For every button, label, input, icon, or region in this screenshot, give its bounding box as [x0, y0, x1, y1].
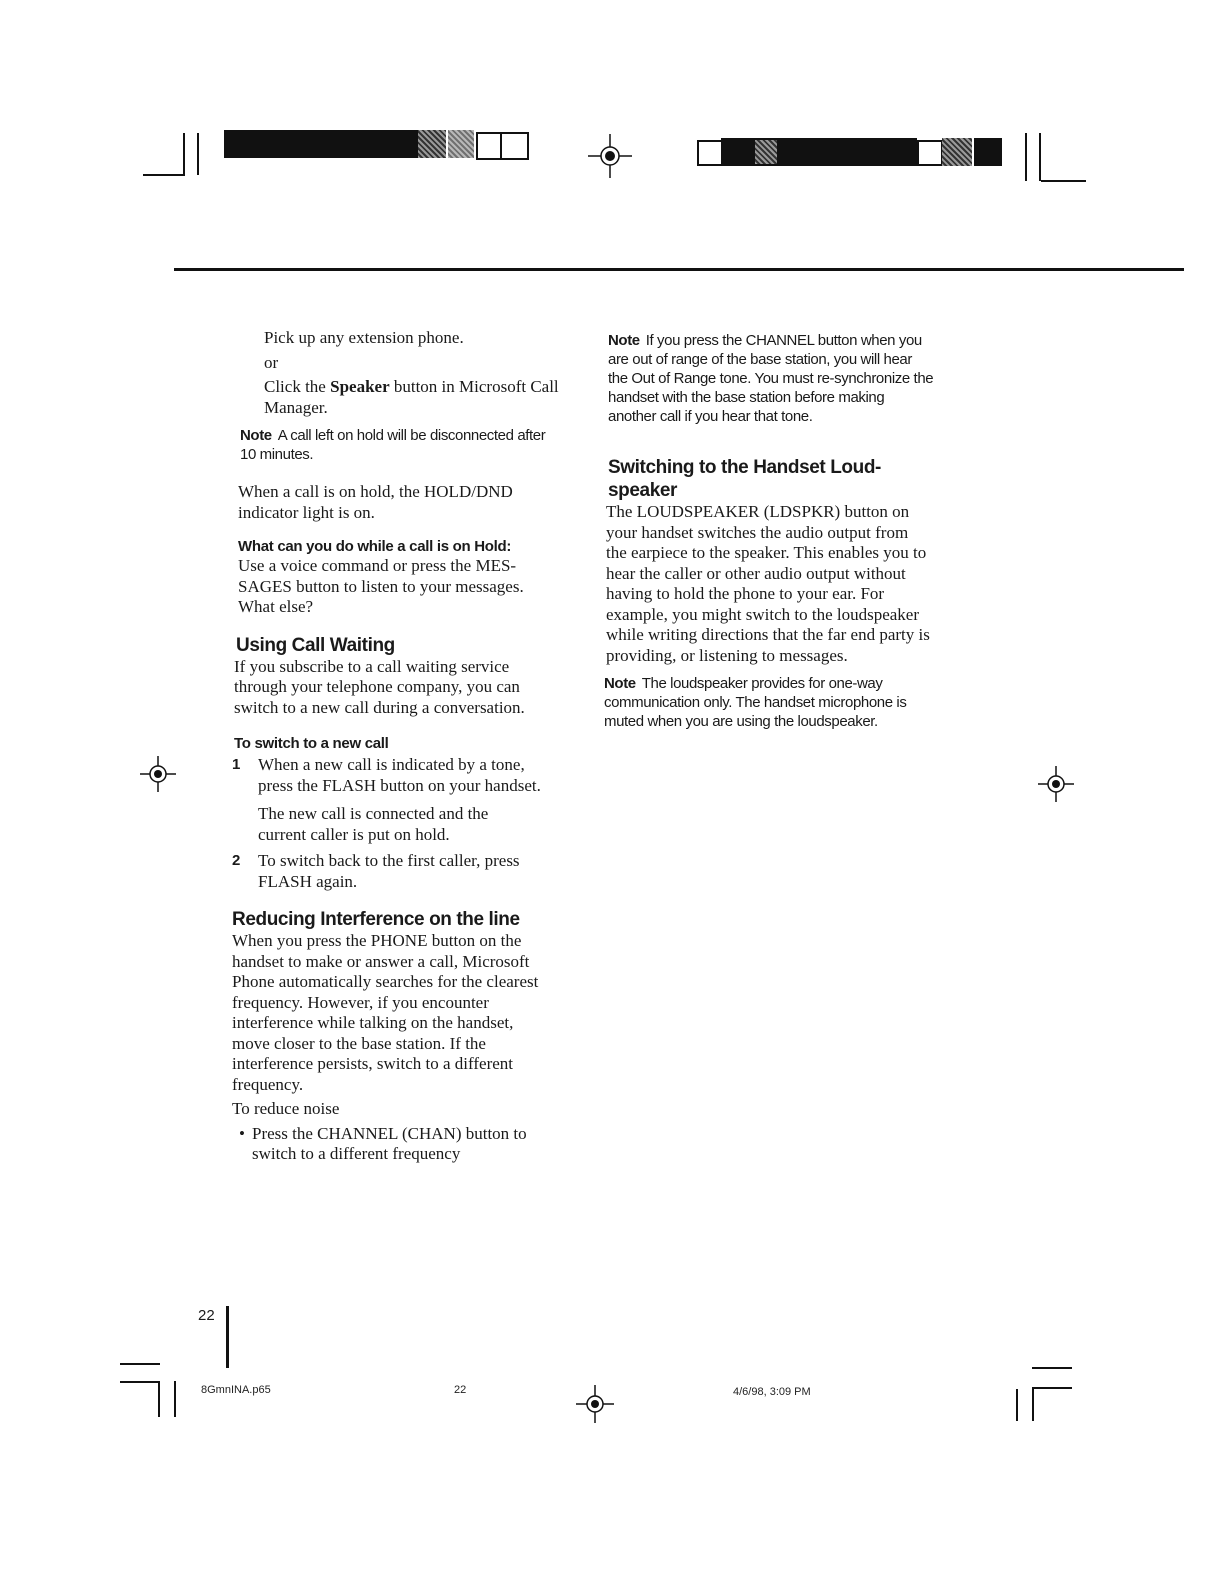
reducing-interference-heading: Reducing Interference on the line [232, 909, 520, 930]
step-number: 2 [232, 852, 241, 869]
reduce-noise-bullet [232, 1124, 567, 1165]
header-box-3 [697, 140, 723, 166]
crop-mark-bottom-left-h [120, 1363, 160, 1365]
crop-mark-bottom-right-h2 [1032, 1387, 1072, 1389]
crop-mark-top-left-v [183, 133, 185, 175]
header-box-1 [476, 132, 502, 160]
switch-steps [232, 755, 567, 892]
crop-mark-bottom-left-v [158, 1381, 160, 1417]
crop-mark-top-right-h [1041, 180, 1086, 182]
note-out-of-range [604, 331, 934, 426]
hold-text: Use a voice command or press the MES-SAGES button to listen to your messages. What else? [238, 556, 524, 616]
note-call-on-hold [232, 426, 560, 464]
header-swatch-3 [755, 140, 777, 164]
page-number: 22 [198, 1307, 215, 1324]
intro-line-1: Pick up any extension phone. [264, 328, 464, 347]
header-box-2 [500, 132, 529, 160]
step-text: When a new call is indicated by a tone, press the FLASH button on your handset. [258, 755, 541, 795]
footer-timestamp: 4/6/98, 3:09 PM [733, 1386, 811, 1398]
step-2 [232, 851, 567, 892]
crop-mark-top-left-h [143, 174, 185, 176]
note-label: Note [240, 427, 272, 444]
call-waiting-heading: Using Call Waiting [236, 634, 395, 656]
call-waiting-text: If you subscribe to a call waiting service through your telephone company, you can switch to a new call during a conversation. [234, 656, 525, 717]
header-swatch-2 [448, 130, 474, 158]
reduce-noise-label: To reduce noise [232, 1099, 340, 1118]
header-bar-end [974, 138, 1002, 166]
hold-heading: What can you do while a call is on Hold: [238, 538, 512, 555]
crop-mark-top-right-v [1025, 133, 1027, 181]
bullet-icon: • [239, 1123, 245, 1143]
note-loudspeaker [604, 674, 934, 731]
step-text: To switch back to the first caller, press FLASH again. [258, 851, 520, 891]
header-box-4 [917, 140, 943, 166]
speaker-term: Speaker [330, 377, 390, 396]
note-text: The loudspeaker provides for one-way communication only. The handset microphone is muted when you are using the loudspeaker. [604, 675, 907, 730]
intro-line-2-suffix: button in Microsoft Call Manager. [264, 377, 559, 417]
bullet-text: Press the CHANNEL (CHAN) button to switch to a different frequency [252, 1123, 527, 1163]
header-swatch-1 [418, 130, 446, 158]
crop-mark-bottom-right-v2 [1032, 1387, 1034, 1421]
loudspeaker-text: The LOUDSPEAKER (LDSPKR) button on your handset switches the audio output from the earpiece to the speaker. This enables you to hear the caller or other audio output without having to hold the phone to your ear. For example, you might switch to the loudspeaker while writing directions that the far end party is providing, or listening to messages. [606, 502, 930, 665]
header-bar-left [224, 130, 418, 158]
crosshair-registration-icon [1038, 766, 1074, 802]
intro-block [232, 328, 567, 418]
step-1 [232, 755, 567, 845]
note-label: Note [604, 675, 636, 692]
crop-mark-top-right-v2 [1039, 133, 1041, 181]
right-column [604, 331, 939, 731]
intro-line-2 [264, 377, 564, 418]
crop-mark-bottom-right-v [1016, 1389, 1018, 1421]
crop-mark-bottom-left-h2 [120, 1381, 160, 1383]
intro-line-2-prefix: Click the [264, 377, 331, 396]
loudspeaker-heading: Switching to the Handset Loud-speaker [608, 457, 881, 501]
crosshair-registration-icon [576, 1385, 614, 1423]
footer-file-name: 8GmnINA.p65 [201, 1384, 271, 1396]
note-text: A call left on hold will be disconnected after 10 minutes. [240, 427, 546, 463]
step-number: 1 [232, 756, 241, 773]
step-subtext: The new call is connected and the current caller is put on hold. [258, 804, 489, 844]
crop-mark-bottom-right-h [1032, 1367, 1072, 1369]
crosshair-registration-icon [140, 756, 176, 792]
left-column [232, 328, 567, 1165]
switch-call-heading: To switch to a new call [234, 735, 389, 752]
hold-paragraph: When a call is on hold, the HOLD/DND indicator light is on. [238, 482, 513, 522]
page-number-rule [226, 1306, 229, 1368]
header-bar-right [721, 138, 917, 166]
reducing-interference-text: When you press the PHONE button on the handset to make or answer a call, Microsoft Phone automatically searches for the clearest frequency. However, if you encounter interference while talking on the handset, move closer to the base station. If the interference persists, switch to a different frequency. [232, 931, 539, 1094]
note-label: Note [608, 332, 640, 349]
header-swatch-4 [942, 138, 972, 166]
crop-mark-top-left-v2 [197, 133, 199, 175]
crosshair-registration-icon [588, 134, 632, 178]
intro-or: or [264, 352, 279, 372]
footer-file-page: 22 [454, 1384, 467, 1396]
note-text: If you press the CHANNEL button when you are out of range of the base station, you will hear the Out of Range tone. You must re-synchronize the handset with the base station before making another call if you hear that tone. [608, 332, 934, 425]
crop-mark-bottom-left-v2 [174, 1381, 176, 1417]
header-rule [174, 268, 1184, 271]
